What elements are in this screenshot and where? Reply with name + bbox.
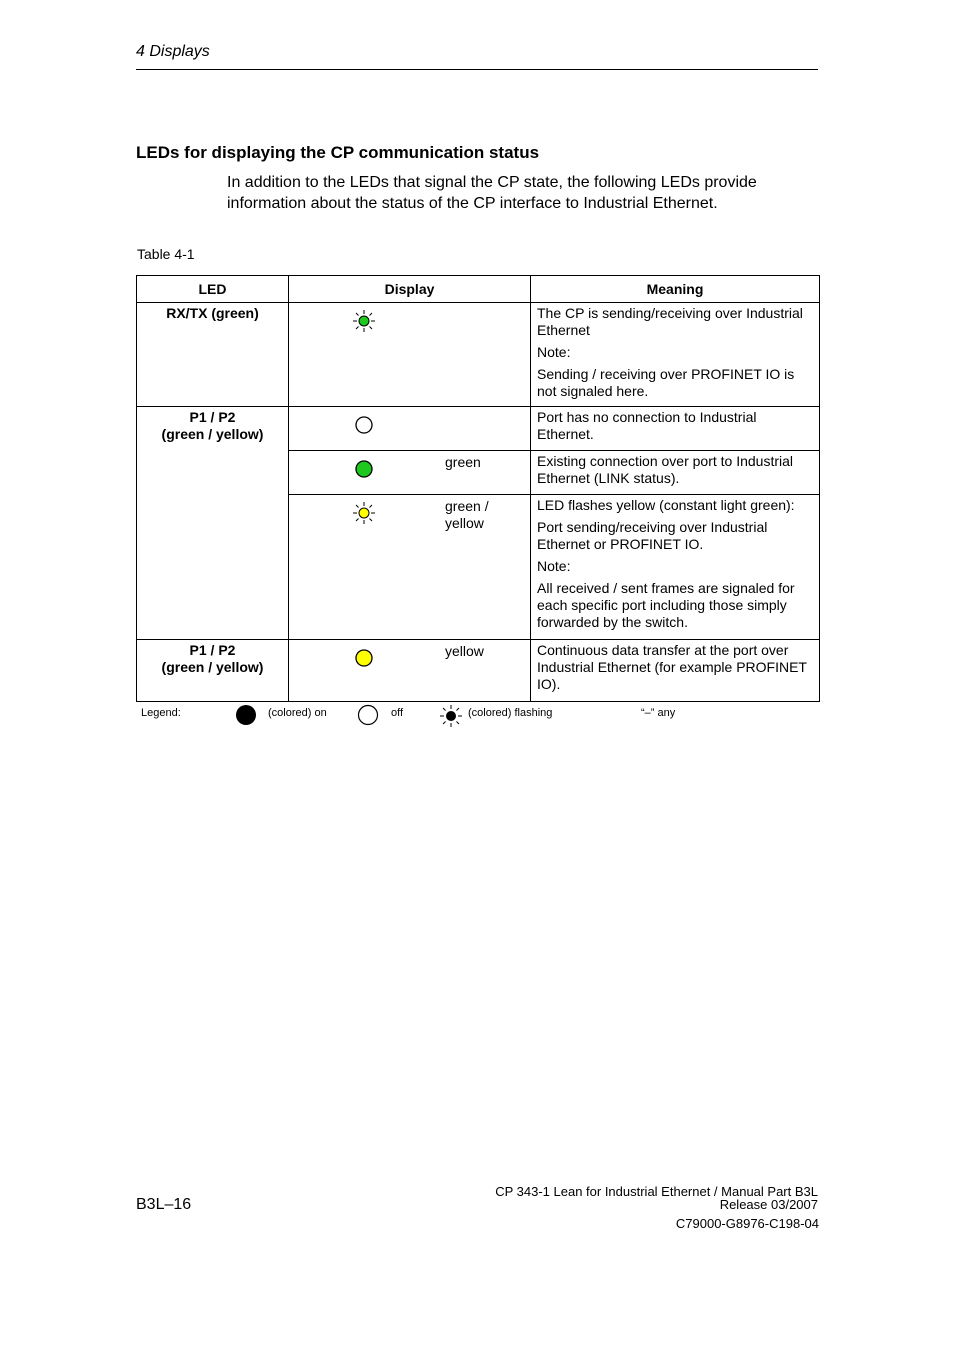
meaning-cell	[531, 495, 820, 640]
meaning-text: Port has no connection to Industrial Ethernet.	[537, 409, 757, 442]
meaning-cell	[531, 640, 820, 702]
meaning-cell	[531, 407, 820, 451]
legend-flashing-text: (colored) flashing	[468, 707, 553, 719]
table-row	[137, 640, 820, 702]
display-cell	[289, 495, 531, 640]
off-led-icon	[353, 414, 375, 436]
header-display: Display	[289, 276, 531, 303]
legend-flashing-icon	[440, 705, 462, 727]
led-cell	[137, 640, 289, 702]
display-cell	[289, 407, 531, 451]
footer-manual: CP 343-1 Lean for Industrial Ethernet / Manual Part B3L	[495, 1184, 818, 1199]
display-cell	[289, 303, 531, 407]
led-color: (green / yellow)	[161, 426, 264, 442]
led-name: RX/TX (green)	[166, 305, 259, 321]
display-cell	[289, 640, 531, 702]
led-table	[136, 275, 820, 702]
footer-manual-info	[495, 1185, 818, 1211]
meaning-text: Note:	[537, 344, 571, 360]
footer-order-code: C79000-G8976-C198-04	[675, 1216, 819, 1231]
legend-off-text: off	[391, 707, 404, 719]
header-led: LED	[137, 276, 289, 303]
meaning-text: Note:	[537, 558, 571, 574]
table-row	[137, 303, 820, 407]
section-title: LEDs for displaying the CP communication status	[136, 143, 540, 162]
legend-on-text: (colored) on	[268, 707, 327, 719]
display-color-text: green / yellow	[445, 498, 489, 531]
legend-any-text: “–” any	[641, 707, 676, 719]
led-name: P1 / P2	[189, 642, 236, 658]
led-name: P1 / P2	[189, 409, 236, 425]
table-row	[137, 407, 820, 451]
meaning-text: The CP is sending/receiving over Industrial Ethernet	[537, 305, 803, 338]
header-rule	[136, 69, 818, 70]
display-color-text: yellow	[445, 643, 484, 659]
footer-release: Release 03/2007	[719, 1197, 818, 1212]
green-on-led-icon	[353, 458, 375, 480]
page-number: B3L–16	[136, 1196, 192, 1213]
intro-paragraph: In addition to the LEDs that signal the CP state, the following LEDs provide information about the status of the CP interface to Industrial Ethernet.	[227, 174, 757, 212]
meaning-cell	[531, 451, 820, 495]
meaning-text: All received / sent frames are signaled for each specific port including those simply forwarded by the switch.	[537, 580, 795, 630]
header-meaning: Meaning	[531, 276, 820, 303]
table-caption: Table 4-1	[137, 246, 195, 262]
legend-label: Legend:	[141, 707, 181, 719]
meaning-text: Port sending/receiving over Industrial Ethernet or PROFINET IO.	[537, 519, 768, 552]
green-flashing-led-icon	[353, 310, 375, 332]
display-color-text: green	[445, 454, 481, 470]
led-cell	[137, 407, 289, 640]
meaning-text: Existing connection over port to Industrial Ethernet (LINK status).	[537, 453, 794, 486]
yellow-flashing-led-icon	[353, 502, 375, 524]
led-color: (green / yellow)	[161, 659, 264, 675]
meaning-text: Sending / receiving over PROFINET IO is not signaled here.	[537, 366, 795, 399]
table-header-row	[137, 276, 820, 303]
legend-off-icon	[357, 704, 379, 726]
yellow-on-led-icon	[353, 647, 375, 669]
chapter-header: 4 Displays	[136, 43, 210, 60]
display-cell	[289, 451, 531, 495]
legend-on-icon	[235, 704, 257, 726]
led-cell	[137, 303, 289, 407]
meaning-text: LED flashes yellow (constant light green):	[537, 497, 795, 513]
meaning-cell	[531, 303, 820, 407]
meaning-text: Continuous data transfer at the port over Industrial Ethernet (for example PROFINET IO).	[537, 642, 807, 692]
